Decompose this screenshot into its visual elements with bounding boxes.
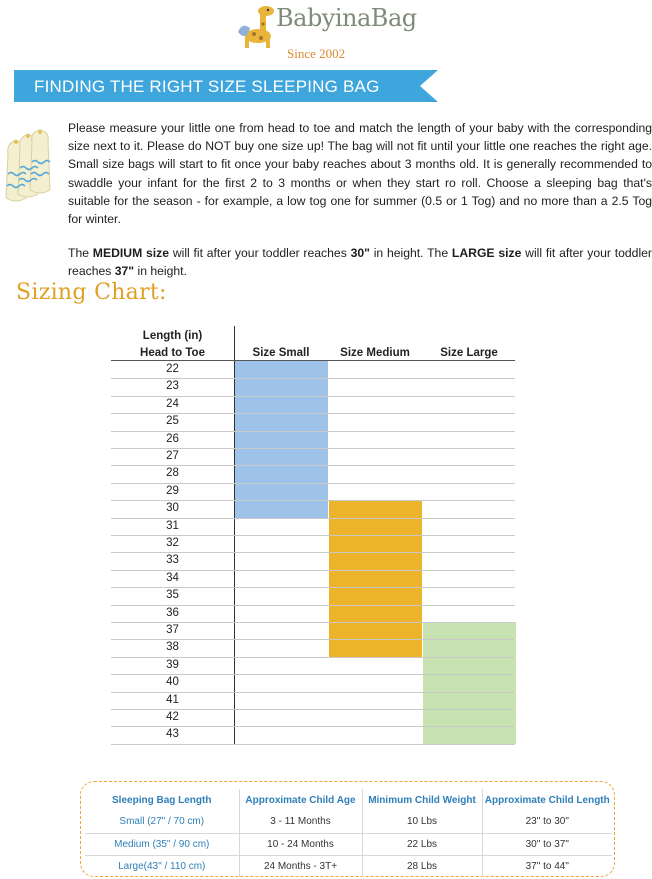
row-label: 40	[166, 676, 179, 689]
size-range-block	[235, 361, 328, 518]
grid-line	[111, 622, 515, 623]
table-cell: 10 Lbs	[362, 811, 482, 833]
grid-line	[111, 570, 515, 571]
grid-line	[111, 465, 515, 466]
size-table-header: Sleeping Bag Length	[112, 794, 212, 806]
row-label: 42	[166, 711, 179, 723]
row-label: 28	[166, 467, 179, 480]
size-table	[80, 781, 615, 877]
brand-logo	[236, 2, 436, 62]
row-label: 36	[166, 606, 179, 619]
table-cell: 3 - 11 Months	[239, 811, 362, 833]
grid-line	[111, 378, 515, 379]
size-table-header: Approximate Child Length	[482, 789, 612, 811]
grid-line	[111, 605, 515, 606]
grid-line	[111, 674, 515, 675]
column-header: Size Small	[252, 347, 310, 359]
size-table-header: Approximate Child Age	[239, 789, 362, 811]
grid-line	[111, 431, 515, 432]
table-cell: 37" to 44"	[482, 855, 612, 877]
grid-line	[111, 396, 515, 397]
row-label: 24	[166, 397, 179, 410]
intro-paragraph-2: The MEDIUM size will fit after your toddler reaches 30" in height. The LARGE size will fit after your toddler reaches 37" in height.	[68, 246, 652, 279]
table-cell: 23" to 30"	[482, 811, 612, 833]
size-table-header: Minimum Child Weight	[362, 789, 482, 811]
intro-paragraph-1: Please measure your little one from head to toe and match the length of your baby with the corresponding size next to it. Please do NOT buy one size up! The bag will not fit until your little one reaches the right age. Small size bags will start to fit once your baby reaches about 3 months old. It is generally recommended to swaddle your infant for the first 2 to 3 months or when they start ro roll. Choose a sleeping bag that's suitable for the season - for example, a low tog one for summer (0.5 or 1 Tog) and no more than a 2.5 Tog for winter.	[68, 121, 652, 227]
logo-wordmark: BabyinaBag	[276, 4, 417, 32]
grid-line	[111, 500, 515, 501]
size-range-block	[329, 500, 422, 657]
row-label: 32	[166, 537, 179, 549]
row-header-line1: Length (in)	[142, 330, 203, 342]
grid-line	[111, 448, 515, 449]
row-label: 37	[166, 624, 179, 636]
grid-line	[111, 744, 515, 745]
grid-line	[111, 552, 515, 553]
row-header-line2: Head to Toe	[140, 347, 205, 359]
grid-line	[111, 657, 515, 658]
row-label: 33	[166, 554, 179, 567]
table-cell: 22 Lbs	[362, 833, 482, 855]
grid-line	[111, 587, 515, 588]
row-label: 31	[166, 519, 179, 532]
row-label: 43	[166, 728, 179, 741]
sleeping-bag-illustration	[2, 128, 60, 208]
row-label: 25	[166, 415, 179, 428]
table-cell: Small (27" / 70 cm)	[119, 816, 205, 828]
row-label: 34	[166, 571, 179, 584]
table-row	[85, 855, 612, 877]
grid-line	[111, 483, 515, 484]
row-label: 35	[166, 589, 179, 602]
grid-line	[111, 413, 515, 414]
grid-line	[111, 639, 515, 640]
table-cell: Large(43" / 110 cm)	[85, 855, 239, 877]
row-label: 38	[166, 641, 179, 654]
row-label: 39	[166, 658, 179, 671]
row-label: 26	[166, 432, 179, 445]
row-label: 30	[166, 502, 179, 515]
banner-title: FINDING THE RIGHT SIZE SLEEPING BAG	[34, 77, 380, 96]
table-cell: 30" to 37"	[482, 833, 612, 855]
table-row	[85, 811, 612, 833]
grid-line	[111, 709, 515, 710]
table-cell: 10 - 24 Months	[239, 833, 362, 855]
column-header: Size Medium	[340, 347, 410, 359]
grid-line	[111, 692, 515, 693]
grid-line	[111, 518, 515, 519]
grid-line	[111, 535, 515, 536]
table-cell: 24 Months - 3T+	[239, 855, 362, 877]
section-banner	[14, 70, 438, 102]
table-cell: 28 Lbs	[362, 855, 482, 877]
row-label: 23	[166, 380, 179, 393]
intro-text	[68, 119, 652, 297]
sizing-chart	[111, 326, 516, 746]
size-table-header-row	[85, 789, 612, 811]
column-header: Size Large	[440, 347, 498, 359]
row-label: 41	[166, 693, 179, 706]
grid-line	[111, 726, 515, 727]
row-label: 22	[166, 363, 179, 375]
table-cell: Medium (35" / 90 cm)	[85, 833, 239, 855]
logo-since: Since 2002	[287, 46, 346, 61]
sizing-chart-title: Sizing Chart:	[16, 280, 167, 305]
table-row	[85, 833, 612, 855]
row-label: 29	[166, 484, 179, 497]
row-label: 27	[166, 450, 179, 462]
